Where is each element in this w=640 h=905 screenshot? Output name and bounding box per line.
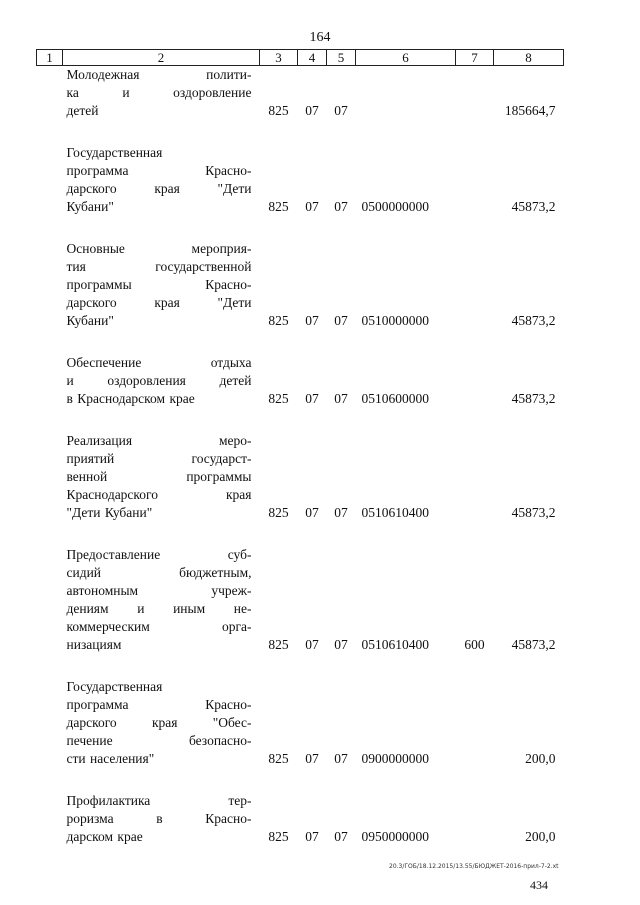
item-name-line: Обеспечение отдыха [66,355,252,370]
item-name-line: программа Красно- [66,697,252,712]
table-row [37,792,564,846]
amount: 45873,2 [511,391,556,406]
footer-file-reference: 20.3/ГОБ/18.12.2015/13.55/БЮДЖЕТ-2016-прил-7-2.xt [389,863,559,870]
item-name [63,240,260,330]
empty-cell [37,792,63,846]
expense-type-code [456,678,494,768]
item-name-line: Государственная [66,679,163,694]
empty-cell [37,240,63,330]
empty-cell [37,354,63,408]
section-code: 07 [305,505,319,520]
target-article-code: 0950000000 [361,829,429,844]
column-header: 3 [260,50,298,66]
spacer-cell [37,330,564,354]
page-number-top: 164 [309,30,331,45]
spacer-cell [37,408,564,432]
budget-table [36,49,564,846]
column-header: 6 [356,50,456,66]
subsection-code: 07 [334,199,348,214]
item-name-line: дарского края "Дети [66,181,252,196]
row-spacer [37,330,564,354]
subsection-code: 07 [334,751,348,766]
target-article-code: 0510000000 [361,313,429,328]
row-spacer [37,408,564,432]
subsection-code: 07 [334,103,348,118]
section-code: 07 [305,829,319,844]
department-code: 825 [268,103,289,118]
expense-type-code [456,354,494,408]
item-name-line: дениям и иным не- [66,601,252,616]
expense-type-code [456,792,494,846]
target-article-code [356,66,456,121]
item-name [63,354,260,408]
item-name-line: Государственная [66,145,163,160]
department-code: 825 [268,313,289,328]
expense-type-code [456,240,494,330]
empty-cell [37,432,63,522]
row-spacer [37,654,564,678]
column-header: 5 [327,50,356,66]
item-name-line: сти населения" [66,751,155,766]
amount: 185664,7 [504,103,556,118]
item-name-line: Краснодарского края [66,487,252,502]
section-code: 07 [305,199,319,214]
item-name-line: сидий бюджетным, [66,565,252,580]
target-article-code: 0500000000 [361,199,429,214]
item-name-line: коммерческим орга- [66,619,252,634]
table-row [37,240,564,330]
item-name [63,432,260,522]
subsection-code: 07 [334,829,348,844]
item-name [63,546,260,654]
column-header: 2 [63,50,260,66]
amount: 45873,2 [511,313,556,328]
item-name-line: Кубани" [66,199,114,214]
item-name-line: Кубани" [66,313,114,328]
item-name-line: Предоставление суб- [66,547,252,562]
item-name-line: автономным учреж- [66,583,252,598]
amount: 45873,2 [511,199,556,214]
department-code: 825 [268,751,289,766]
subsection-code: 07 [334,313,348,328]
row-spacer [37,768,564,792]
expense-type-code: 600 [464,637,485,652]
table-row [37,144,564,216]
item-name [63,792,260,846]
row-spacer [37,216,564,240]
item-name-line: "Дети Кубани" [66,505,153,520]
item-name-line: печение безопасно- [66,733,252,748]
subsection-code: 07 [334,391,348,406]
table-row [37,678,564,768]
section-code: 07 [305,313,319,328]
table-row [37,66,564,121]
item-name [63,66,260,121]
item-name-line: низациям [66,637,122,652]
department-code: 825 [268,391,289,406]
item-name-line: Реализация меро- [66,433,252,448]
department-code: 825 [268,637,289,652]
spacer-cell [37,768,564,792]
table-row [37,432,564,522]
amount: 45873,2 [511,505,556,520]
table-row [37,354,564,408]
amount: 45873,2 [511,637,556,652]
empty-cell [37,66,63,121]
item-name-line: программа Красно- [66,163,252,178]
section-code: 07 [305,637,319,652]
target-article-code: 0510600000 [361,391,429,406]
column-header: 8 [494,50,564,66]
table-row [37,546,564,654]
item-name-line: Молодежная полити- [66,67,252,82]
spacer-cell [37,216,564,240]
spacer-cell [37,120,564,144]
item-name [63,144,260,216]
row-spacer [37,522,564,546]
expense-type-code [456,144,494,216]
item-name-line: дарском крае [66,829,143,844]
subsection-code: 07 [334,505,348,520]
target-article-code: 0900000000 [361,751,429,766]
target-article-code: 0510610400 [361,505,429,520]
item-name-line: Профилактика тер- [66,793,252,808]
column-header: 7 [456,50,494,66]
item-name-line: дарского края "Обес- [66,715,252,730]
item-name-line: и оздоровления детей [66,373,252,388]
table-body [37,66,564,847]
expense-type-code [456,432,494,522]
amount: 200,0 [525,751,556,766]
page-number-bottom: 434 [530,878,548,892]
item-name-line: Основные мероприя- [66,241,252,256]
item-name-line: в Краснодарском крае [66,391,195,406]
spacer-cell [37,654,564,678]
item-name-line: тия государственной [66,259,252,274]
department-code: 825 [268,829,289,844]
target-article-code: 0510610400 [361,637,429,652]
empty-cell [37,546,63,654]
section-code: 07 [305,103,319,118]
section-code: 07 [305,751,319,766]
column-header: 4 [298,50,327,66]
expense-type-code [456,66,494,121]
item-name-line: роризма в Красно- [66,811,252,826]
item-name [63,678,260,768]
header-row [37,50,564,66]
item-name-line: детей [66,103,99,118]
empty-cell [37,144,63,216]
department-code: 825 [268,199,289,214]
department-code: 825 [268,505,289,520]
section-code: 07 [305,391,319,406]
item-name-line: ка и оздоровление [66,85,252,100]
item-name-line: дарского края "Дети [66,295,252,310]
item-name-line: программы Красно- [66,277,252,292]
spacer-cell [37,522,564,546]
amount: 200,0 [525,829,556,844]
item-name-line: венной программы [66,469,252,484]
subsection-code: 07 [334,637,348,652]
row-spacer [37,120,564,144]
item-name-line: приятий государст- [66,451,252,466]
column-header: 1 [37,50,63,66]
empty-cell [37,678,63,768]
